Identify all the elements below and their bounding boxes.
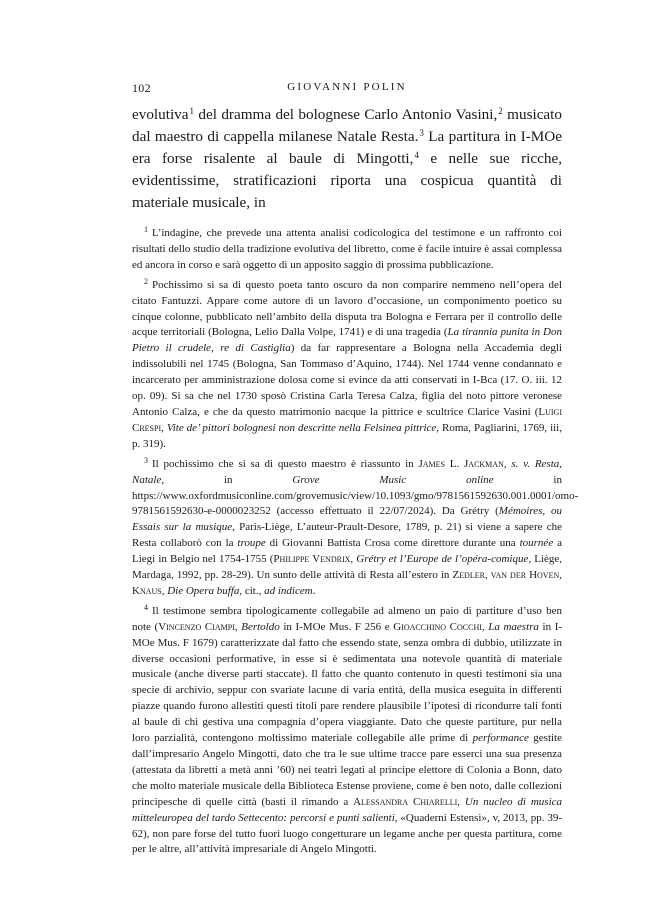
footnote-italic: Vite de’ pittori bolognesi non descritte nella Felsinea pittrice	[166, 421, 437, 434]
page-header	[132, 81, 562, 99]
page-number: 102	[132, 81, 151, 95]
footnote-italic: Die Opera buffa	[167, 584, 240, 597]
footnote-number: 2	[144, 276, 148, 286]
footnote-italic: ad indicem	[264, 584, 313, 597]
footnote-ref[interactable]: 4	[414, 150, 419, 160]
footnote-italic: Bertoldo	[241, 620, 280, 633]
body-text-segment: La partitura in I-MOe era forse risalente al baule di Mingotti,	[132, 128, 562, 167]
footnote-4	[132, 604, 562, 859]
footnote-italic: s. v. Resta, Natale	[132, 457, 563, 486]
author-name: Gioacchino Cocchi	[393, 620, 482, 633]
footnote-italic: Mémoires, ou Essais sur la musique	[132, 505, 562, 534]
footnotes-section	[132, 225, 579, 862]
footnote-number: 3	[144, 455, 148, 465]
footnote-text: in I-MOe Mus. F 1679) caratterizzate dal fatto che essendo state, senza ombra di dubbio, utilizzate in diverse occasioni performative, in esse si è sedimentata una notevole quantità di materiale musicale (anche diverse parti staccate). Il fatto che quanto contenuto in questi testimoni sia una specie di archivio, seppur con svariate lacune di varia entità, della musica eseguita in differenti piazze quando furono allestiti questi titoli pare rendere plausibile l’ipotesi di ricondurre tali fonti al baule di chi gestiva una compagnia d’opera viaggiante. Dato che queste partiture, pur nella loro parzialità, contengono moltissimo materiale collegabile alle prime di	[132, 620, 563, 745]
footnote-text: , Liège, Mardaga, 1992, pp. 28-29). Un sunto delle attività di Resta all’estero in	[132, 553, 562, 582]
author-name: Alessandra Chiarelli	[353, 795, 458, 808]
footnote-italic: Grove Music online	[292, 473, 494, 486]
footnote-text: Il pochissimo che si sa di questo maestro è riassunto in	[152, 457, 419, 470]
footnote-text: ,	[457, 795, 465, 808]
body-paragraph	[132, 104, 562, 214]
footnote-italic: Grétry et l’Europe de l’opéra-comique	[356, 553, 529, 566]
footnote-text: gestite dall’impresario Angelo Mingotti, dato che tra le sue ultime tracce pare esserci una sua presenza (attestata da libretti a metà anni ’60) nei teatri legati al principe elettore di Colonia a Bonn, dato che molto materiale musicale della Biblioteca Estense proviene, come è ben noto, dalle collezioni principesche di quelle città (basti il rimando a	[132, 732, 562, 808]
footnote-url-text[interactable]: in https://www.oxfordmusiconline.com/grovemusic/view/10.1093/gmo/9781561592630.001.0001/omo-9781561592630-e-0000023252 (accesso effettuato il 22/07/2024). Da Grétry (	[132, 473, 579, 518]
author-name: Zedler, van der Hoven, Knaus	[132, 569, 562, 597]
footnote-text: Pochissimo si sa di questo poeta tanto oscuro da non comparire nemmeno nell’opera del citato Fantuzzi. Appare come autore di un lavoro d’occasione, un componimento poetico su cinque colonne, pubblicato nell’ambito della disputa tra Bologna e Ferrara per il controllo delle acque territoriali (Bologna, Lelio Dalla Volpe, 1741) e di una tragedia (	[132, 278, 562, 339]
footnote-ref[interactable]: 2	[498, 106, 503, 116]
footnote-2	[132, 278, 562, 453]
footnote-italic: performance	[472, 732, 529, 745]
author-name: Luigi Crespi	[132, 405, 562, 434]
footnote-text: a Liegi in Belgio nel 1754-1755 (	[132, 537, 562, 566]
footnote-ref[interactable]: 1	[189, 106, 195, 116]
body-text-segment: e nelle sue ricche, evidentissime, stratificazioni riporta una cospicua quantità di materiale musicale, in	[132, 150, 562, 211]
footnote-italic: tournée	[519, 537, 554, 550]
body-text-segment: del dramma del bolognese Carlo Antonio Vasini,	[194, 106, 498, 123]
footnote-text: , Roma, Pagliarini, 1769, iii, p. 319).	[132, 421, 562, 450]
running-head: GIOVANNI POLIN	[287, 81, 407, 93]
footnote-italic: Un nucleo di musica mitteleuropea del tardo Settecento: percorsi e punti salienti	[132, 795, 563, 824]
footnote-text: ) da far rappresentare a Bologna nella Accademia degli indissolubili nel 1745 (Bologna, San Tommaso d’Aquino, 1744). Nel 1744 venne condannato e incarcerato per amministrazione dolosa come si evince da atti conservati in I-Bca (17. O. iii. 12 op. 09). Si sa che nel 1730 sposò Cristina Carla Teresa Calza, figlia del noto pittore veronese Antonio Calza, e che da questo matrimonio nacque la pittrice e scultrice Clarice Vasini (	[132, 342, 562, 418]
footnote-text: , Paris-Liège, L’auteur-Prault-Desore, 1789, p. 21) si viene a sapere che Resta collaborò con la	[132, 521, 562, 550]
author-name: Philippe Vendrix	[273, 553, 351, 566]
author-name: James L. Jackman	[418, 457, 504, 470]
footnote-number: 1	[144, 225, 148, 234]
footnote-text: L’indagine, che prevede una attenta analisi codicologica del testimone e un raffronto coi risultati dello studio della tradizione evolutiva del libretto, come è facile intuire è assai complessa ed ancora in corso e sarà oggetto di un apposito saggio di prossima pubblicazione.	[132, 227, 562, 271]
footnote-ref[interactable]: 3	[419, 128, 424, 138]
footnote-text: ,	[503, 457, 512, 470]
footnote-1	[132, 226, 562, 274]
body-text-segment: musicato dal maestro di cappella milanese Natale Resta.	[132, 106, 562, 145]
footnote-text: ,	[161, 584, 168, 597]
footnote-3	[132, 455, 579, 600]
author-name: Vincenzo Ciampi	[158, 620, 235, 633]
footnote-text: ,	[234, 620, 242, 633]
footnote-text: , cit.,	[239, 584, 265, 597]
footnote-text: .	[312, 584, 316, 597]
footnote-text: , «Quaderni Estensi», v, 2013, pp. 39-62), non pare forse del tutto fuori luogo congetturare un legame anche per questa partitura, come per le altre, all’attività impresariale di Angelo Mingotti.	[132, 811, 562, 856]
footnote-italic: La tirannia punita in Don Pietro il crudele, re di Castiglia	[132, 326, 562, 355]
footnote-text: Il testimone sembra tipologicamente collegabile ad almeno un paio di partiture d’uso ben note (	[132, 604, 562, 633]
footnote-text: , in	[161, 473, 293, 486]
footnote-italic: La maestra	[488, 620, 539, 633]
body-text-segment: evolutiva	[132, 106, 189, 123]
footnote-number: 4	[144, 602, 148, 612]
footnote-text: ,	[161, 421, 167, 434]
footnote-text: in I-MOe Mus. F 256 e	[279, 620, 394, 633]
footnote-text: ,	[350, 553, 357, 566]
footnote-text: di Giovanni Battista Crosa come direttore durante una	[265, 537, 520, 550]
footnote-italic: troupe	[237, 537, 266, 550]
footnote-text: ,	[481, 620, 489, 633]
